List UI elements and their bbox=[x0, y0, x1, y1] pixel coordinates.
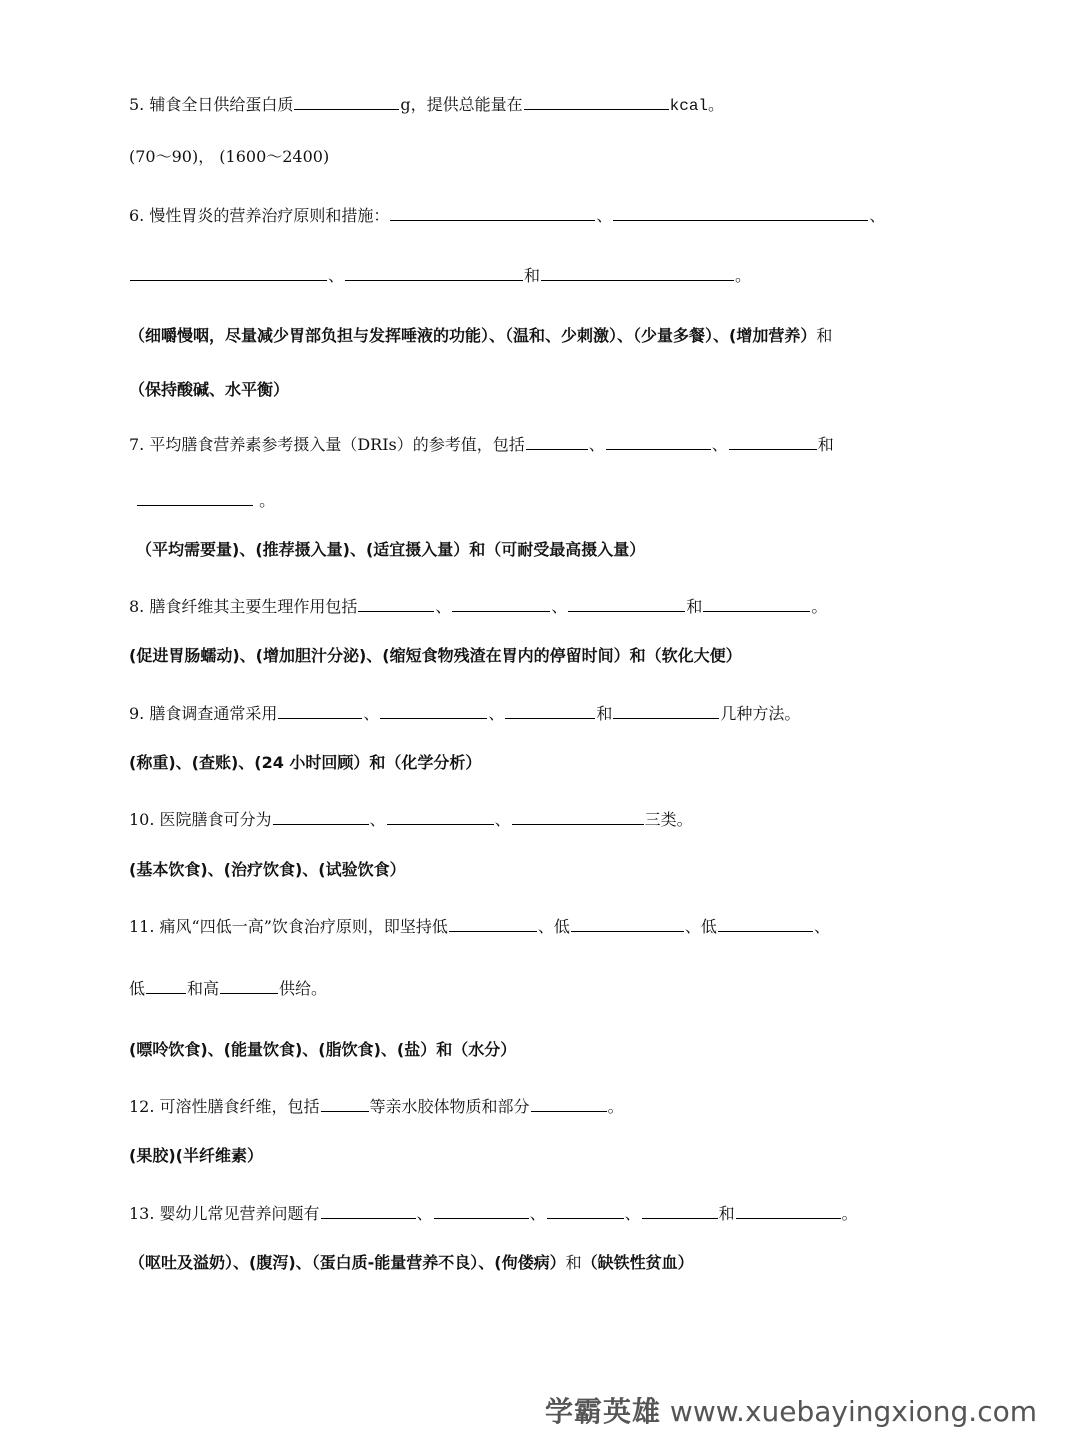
q12-blank-1 bbox=[321, 1094, 369, 1112]
question-6-line-2: 、 和 。 bbox=[129, 263, 751, 286]
answer-6-line-2: （保持酸碱、水平衡） bbox=[129, 380, 290, 399]
q12-blank-2 bbox=[531, 1094, 607, 1112]
q7-blank-2 bbox=[606, 432, 711, 450]
q11-blank-3 bbox=[718, 914, 813, 932]
answer-5: (70～90)， (1600～2400) bbox=[129, 147, 330, 166]
answer-6: （细嚼慢咽，尽量减少胃部负担与发挥唾液的功能）、（温和、少刺激）、（少量多餐）、(增加营养）和 bbox=[129, 326, 833, 345]
q11-text: 11. 痛风“四低一高”饮食治疗原则，即坚持低 bbox=[129, 917, 448, 936]
q11-blank-1 bbox=[449, 914, 537, 932]
q8-blank-1 bbox=[358, 594, 434, 612]
q7-blank-4 bbox=[137, 488, 253, 506]
q8-blank-3 bbox=[568, 594, 685, 612]
q10-text: 10. 医院膳食可分为 bbox=[129, 810, 272, 829]
watermark-url: www.xuebayingxiong.com bbox=[669, 1395, 1037, 1428]
q6-blank-4 bbox=[345, 263, 523, 281]
question-9: 9. 膳食调查通常采用 、 、 和 几种方法。 bbox=[129, 701, 800, 724]
q10-blank-2 bbox=[387, 807, 494, 825]
q5-blank-1 bbox=[294, 92, 399, 110]
q6-blank-2 bbox=[613, 203, 868, 221]
answer-11: (嘌呤饮食)、(能量饮食)、(脂饮食)、(盐）和（水分） bbox=[129, 1040, 517, 1059]
q13-blank-3 bbox=[547, 1201, 624, 1219]
q7-text: 7. 平均膳食营养素参考摄入量（DRIs）的参考值，包括 bbox=[129, 435, 525, 454]
q5-mid: g，提供总能量在 bbox=[400, 95, 523, 114]
q6-blank-5 bbox=[541, 263, 734, 281]
q10-blank-1 bbox=[273, 807, 369, 825]
q7-blank-3 bbox=[729, 432, 817, 450]
question-7: 7. 平均膳食营养素参考摄入量（DRIs）的参考值，包括 、 、 和 bbox=[129, 432, 834, 455]
watermark bbox=[545, 1394, 1037, 1430]
q6-text: 6. 慢性胃炎的营养治疗原则和措施： bbox=[129, 206, 390, 225]
question-13: 13. 婴幼儿常见营养问题有 、 、 、 和 。 bbox=[129, 1201, 858, 1224]
q6-blank-3 bbox=[130, 263, 327, 281]
answer-10: (基本饮食)、(治疗饮食)、(试验饮食） bbox=[129, 860, 406, 879]
q5-blank-2 bbox=[524, 92, 669, 110]
q5-unit: kcal bbox=[669, 97, 709, 115]
q12-text: 12. 可溶性膳食纤维，包括 bbox=[129, 1097, 320, 1116]
q8-text: 8. 膳食纤维其主要生理作用包括 bbox=[129, 597, 358, 616]
watermark-brand: 学霸英雄 bbox=[545, 1395, 662, 1428]
q13-blank-5 bbox=[736, 1201, 841, 1219]
answer-8: (促进胃肠蠕动)、(增加胆汁分泌)、(缩短食物残渣在胃内的停留时间）和（软化大便） bbox=[129, 646, 742, 665]
answer-12: (果胶)(半纤维素） bbox=[129, 1146, 263, 1165]
q9-blank-1 bbox=[278, 701, 362, 719]
q13-blank-4 bbox=[642, 1201, 718, 1219]
q11-blank-4 bbox=[146, 976, 186, 994]
q9-blank-4 bbox=[613, 701, 719, 719]
q10-blank-3 bbox=[512, 807, 644, 825]
q11-blank-2 bbox=[571, 914, 684, 932]
q11-blank-5 bbox=[220, 976, 278, 994]
question-7-line-2: 。 bbox=[136, 488, 275, 511]
q13-blank-1 bbox=[321, 1201, 416, 1219]
question-6: 6. 慢性胃炎的营养治疗原则和措施： 、 、 bbox=[129, 203, 885, 226]
q8-blank-2 bbox=[452, 594, 550, 612]
question-10: 10. 医院膳食可分为 、 、 三类。 bbox=[129, 807, 693, 830]
q9-text: 9. 膳食调查通常采用 bbox=[129, 704, 278, 723]
q5-text: 5. 辅食全日供给蛋白质 bbox=[129, 95, 294, 114]
question-11-line-2: 低 和高 供给。 bbox=[129, 976, 327, 999]
q13-blank-2 bbox=[434, 1201, 529, 1219]
q13-text: 13. 婴幼儿常见营养问题有 bbox=[129, 1204, 320, 1223]
q7-blank-1 bbox=[526, 432, 588, 450]
question-11: 11. 痛风“四低一高”饮食治疗原则，即坚持低 、低 、低 、 bbox=[129, 914, 830, 937]
question-5: 5. 辅食全日供给蛋白质 g，提供总能量在 kcal。 bbox=[129, 92, 724, 116]
question-8: 8. 膳食纤维其主要生理作用包括 、 、 和 。 bbox=[129, 594, 827, 617]
answer-13: （呕吐及溢奶）、(腹泻)、（蛋白质-能量营养不良）、(佝偻病）和（缺铁性贫血） bbox=[129, 1253, 694, 1272]
q9-blank-2 bbox=[380, 701, 487, 719]
question-12: 12. 可溶性膳食纤维，包括 等亲水胶体物质和部分 。 bbox=[129, 1094, 624, 1117]
q8-blank-4 bbox=[703, 594, 810, 612]
q6-blank-1 bbox=[390, 203, 595, 221]
answer-9: (称重)、(查账)、(24 小时回顾）和（化学分析） bbox=[129, 753, 482, 772]
q9-blank-3 bbox=[505, 701, 595, 719]
answer-7: （平均需要量)、(推荐摄入量)、(适宜摄入量）和（可耐受最高摄入量） bbox=[136, 540, 646, 559]
